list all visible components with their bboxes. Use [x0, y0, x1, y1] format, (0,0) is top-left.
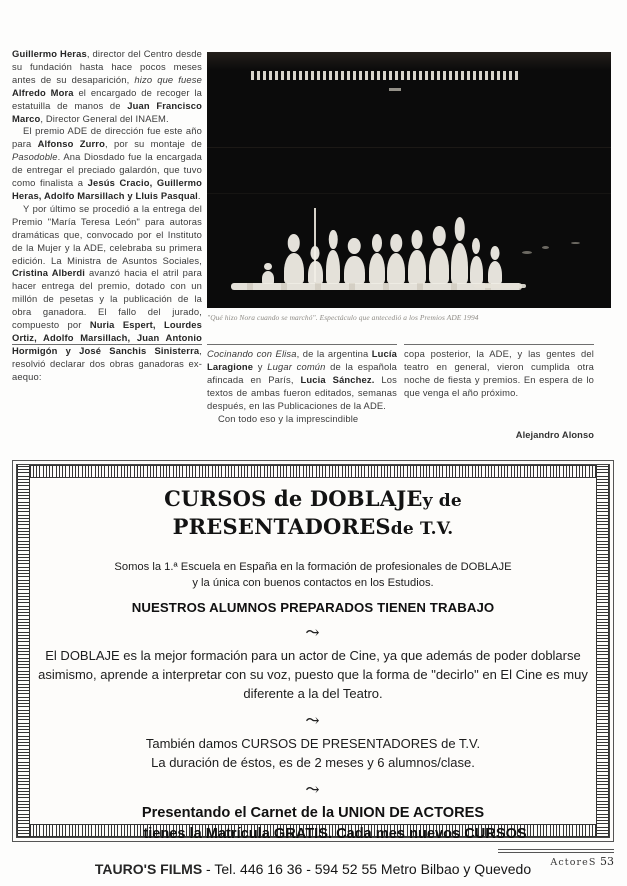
- advertisement-company-name: TAURO'S FILMS: [94, 861, 203, 877]
- ad-title-line2-wrap: [35, 514, 591, 542]
- photo-figure: [369, 253, 385, 284]
- page-number: 53: [596, 855, 614, 868]
- photo-horizon-band: [207, 193, 611, 194]
- ad-title-line1-suffix: y de: [422, 491, 462, 511]
- advertisement-final-offer: [35, 803, 591, 845]
- article-column-3: [404, 348, 594, 400]
- flourish-ornament-icon: ⤳: [305, 780, 321, 800]
- photo-light-banner: [251, 71, 518, 80]
- article-byline: Alejandro Alonso: [515, 430, 594, 440]
- photo-figure: [470, 256, 483, 284]
- photo-figure: [451, 243, 468, 284]
- advertisement-title: [35, 486, 591, 542]
- photo-top-glow: [207, 52, 611, 70]
- photo-wisp: [542, 246, 549, 249]
- photo-light-speck: [389, 88, 401, 91]
- photo-figure: [408, 250, 426, 283]
- photo-wisp: [571, 242, 580, 244]
- magazine-name: ActoreS: [550, 857, 597, 868]
- flourish-ornament-icon: ⤳: [305, 711, 321, 731]
- article-column-2: [207, 348, 397, 425]
- photo-figure: [429, 248, 449, 284]
- footer-text: [498, 855, 614, 868]
- greek-key-border-right: [596, 465, 609, 837]
- advertisement-body-2-line2: La duración de éstos, es de 2 meses y 6 alumnos/clase.: [151, 755, 475, 770]
- paragraph: Con todo eso y la imprescindible: [218, 412, 359, 424]
- photo-stage-floor: [474, 284, 527, 288]
- photo-figure: [308, 261, 323, 284]
- paragraph: Cocinando con Elisa, de la argentina Lucía Laragione y Lugar común de la española afincada en París, Lucia Sánchez. Los textos de ambas fueron editados, semanas después, en las Publicaciones de la ADE.: [207, 348, 397, 411]
- ad-title-line2: PRESENTADORES: [172, 514, 391, 539]
- theatre-photograph: [207, 52, 611, 308]
- advertisement-final-line2: tienes la Matrícula GRATIS. Cada mes nuevos CURSOS: [143, 826, 527, 842]
- ad-title-line2-suffix: de T.V.: [390, 519, 454, 539]
- greek-key-border-top: [17, 465, 609, 478]
- advertisement-final-line1: Presentando el Carnet de la UNION DE ACTORES: [141, 805, 485, 821]
- column-rule: [12, 344, 202, 345]
- paragraph: copa posterior, la ADE, y las gentes del teatro en general, vieron cumplida otra noche de fiesta y premios. En espera de lo que venga el año próximo.: [404, 348, 594, 398]
- photo-figure: [488, 261, 503, 284]
- photo-figure: [387, 253, 406, 284]
- advertisement-contact-details: - Tel. 446 16 36 - 594 52 55 Metro Bilbao y Quevedo: [202, 861, 532, 877]
- advertisement-intro-line2: y la única con buenos contactos en los Estudios.: [192, 577, 434, 589]
- photo-figure: [326, 250, 340, 283]
- paragraph: Guillermo Heras, director del Centro desde su fundación hasta hace pocos meses antes de su desaparición, hizo que fuese Alfredo Mora el encargado de recoger la estatuilla de manos de Juan Francisco Marco, Director General del INAEM.: [12, 48, 202, 124]
- column-rule: [207, 344, 397, 345]
- paragraph: Y por último se procedió a la entrega del Premio "María Teresa León" para autoras dramáticas que, convocado por el Instituto de la Mujer y la ADE, celebraba su primera edición. La Ministra de Asuntos Sociales, Cristina Alberdi avanzó hacia el atril para hacer entrega del premio, dotado con un millón de pesetas y la publicación de la obra ganadora. El fallo del jurado, compuesto por Nuria Espert, Lourdes Ortiz, Adolfo Marsillach, Juan Antonio Hormigón y José Sanchis Sinisterra, resolvió declarar dos obras ganadoras ex-aequo:: [12, 202, 203, 382]
- advertisement-intro-line1: Somos la 1.ª Escuela en España en la formación de profesionales de DOBLAJE: [114, 561, 512, 573]
- advertisement-body-1: El DOBLAJE es la mejor formación para un actor de Cine, ya que además de poder doblarse asimismo, aprende a interpretar con su voz, puesto que la forma de "decirlo" en El Cine es muy diferente a la del Teatro.: [38, 648, 588, 701]
- column-rule: [404, 344, 594, 345]
- photo-figure: [344, 256, 364, 284]
- photo-caption: "Qué hizo Nora cuando se marchó". Espectáculo que antecedió a los Premios ADE 1994: [207, 313, 479, 322]
- photo-horizon-band: [207, 147, 611, 148]
- photo-wisp: [522, 251, 532, 254]
- paragraph: El premio ADE de dirección fue este año para Alfonso Zurro, por su montaje de Pasodoble. Ana Diosdado fue la encargada de entregar el preciado galardón, que tuvo como finalista a Jesús Cracio, Guillermo Heras, Adolfo Marsillach y Lluis Pasqual.: [12, 125, 202, 201]
- ad-title-line1: CURSOS de DOBLAJE: [164, 486, 423, 511]
- photo-figure: [284, 253, 304, 284]
- advertisement-headline: NUESTROS ALUMNOS PREPARADOS TIENEN TRABAJO: [131, 600, 495, 615]
- photo-image: [207, 52, 611, 308]
- advertisement-content: [35, 481, 591, 877]
- article-column-1: [12, 48, 202, 384]
- page-footer: [498, 849, 614, 868]
- advertisement-body-2-line1: También damos CURSOS DE PRESENTADORES de T.V.: [145, 736, 481, 751]
- footer-rule: [498, 849, 614, 853]
- photo-figure: [262, 271, 275, 284]
- flourish-ornament-icon: ⤳: [305, 623, 321, 643]
- greek-key-border-left: [17, 465, 30, 837]
